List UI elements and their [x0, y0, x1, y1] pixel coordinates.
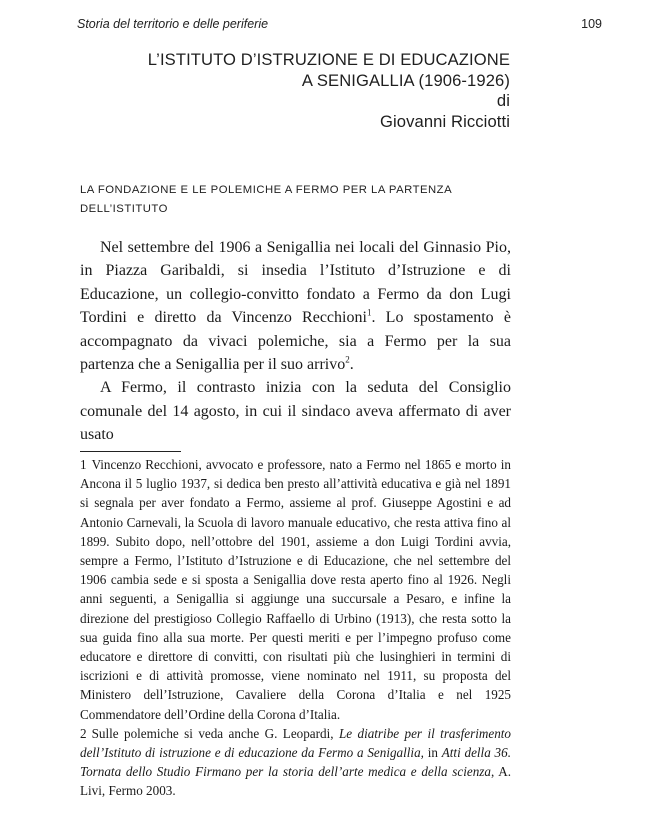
footnotes — [80, 455, 511, 801]
article-title-line-2: A SENIGALLIA (1906-1926) — [301, 70, 510, 90]
section-heading-line-2: DELL’ISTITUTO — [80, 203, 168, 215]
footnote-2-journal: Atti della 36. Tornata dello Studio Firmano per la storia dell’arte medica e della scienza — [80, 745, 511, 780]
footnote-2 — [80, 724, 511, 801]
paragraph-1 — [80, 236, 511, 376]
body-text — [80, 236, 511, 447]
footnote-2-text-a: Sulle polemiche si veda anche G. Leopardi, — [91, 725, 339, 741]
footnote-separator — [80, 451, 181, 452]
byline-di: di — [496, 91, 510, 110]
running-head: Storia del territorio e delle periferie — [77, 17, 269, 31]
footnote-2-text-b: in — [423, 745, 442, 761]
paragraph-2: A Fermo, il contrasto inizia con la seduta del Consiglio comunale del 14 agosto, in cui il sindaco aveva affermato di aver usato — [80, 379, 511, 444]
footnote-ref-1[interactable]: 1 — [366, 307, 372, 318]
paragraph-1-text-a: Nel settembre del 1906 a Senigallia nei locali del Ginnasio Pio, in Piazza Garibaldi, si insedia l’Istituto d’Istruzione e di Educazione, un collegio-convitto fondato a Fermo da don Lugi Tordini e diretto da Vincenzo Recchioni — [80, 239, 511, 327]
article-title-block — [90, 50, 510, 132]
footnote-2-number: 2 — [80, 725, 87, 741]
page-number: 109 — [581, 17, 602, 31]
footnote-1-number: 1 — [80, 457, 87, 472]
section-heading — [80, 181, 520, 219]
section-heading-line-1: LA FONDAZIONE E LE POLEMICHE A FERMO PER LA PARTENZA — [80, 184, 453, 196]
article-title-line-1: L’ISTITUTO D’ISTRUZIONE E DI EDUCAZIONE — [147, 50, 510, 69]
paragraph-1-text-b: . Lo spostamento è accompagnato da vivaci polemiche, sia a Fermo per la sua partenza che a Senigallia per il suo arrivo — [80, 309, 512, 374]
footnote-1-text: Vincenzo Recchioni, avvocato e professore, nato a Fermo nel 1865 e morto in Ancona il 5 luglio 1937, si dedica ben presto all’attività educativa e già nel 1891 si segnala per aver fondato a Fermo, assieme al prof. Giuseppe Agostini e ad Antonio Carnevali, la Scuola di lavoro manuale educativo, che resta attiva fino al 1899. Subito dopo, nell’ottobre del 1901, assieme a don Luigi Tordini avvia, sempre a Fermo, l’Istituto d’Istruzione e di Educazione, che nel settembre del 1906 cambia sede e si sposta a Senigallia dove resta aperto fino al 1926. Negli anni seguenti, a Senigallia si aggiunge una succursale a Pesaro, e infine la direzione del prestigioso Collegio Raffaello di Urbino (1913), che resta sotto la sua guida fino alla sua morte. Per questi meriti e per l’impegno profuso come educatore e direttore di convitti, con risultati più che lusinghieri in termini di iscrizioni e di attività promosse, viene nominato nel 1911, su proposta del Ministero dell’Istruzione, Cavaliere della Corona d’Italia e nel 1925 Commendatore dell’Ordine della Corona d’Italia. — [80, 457, 511, 722]
footnote-2-text-c: , A. Livi, Fermo 2003. — [80, 764, 511, 799]
footnote-1 — [80, 455, 511, 724]
footnote-2-cited-title: Le diatribe per il trasferimento dell’Istituto di istruzione e di educazione da Fermo a Senigallia, — [80, 725, 511, 761]
author-name: Giovanni Ricciotti — [380, 111, 510, 131]
footnote-ref-2[interactable]: 2 — [345, 354, 350, 365]
paragraph-1-text-c: . — [349, 356, 354, 374]
